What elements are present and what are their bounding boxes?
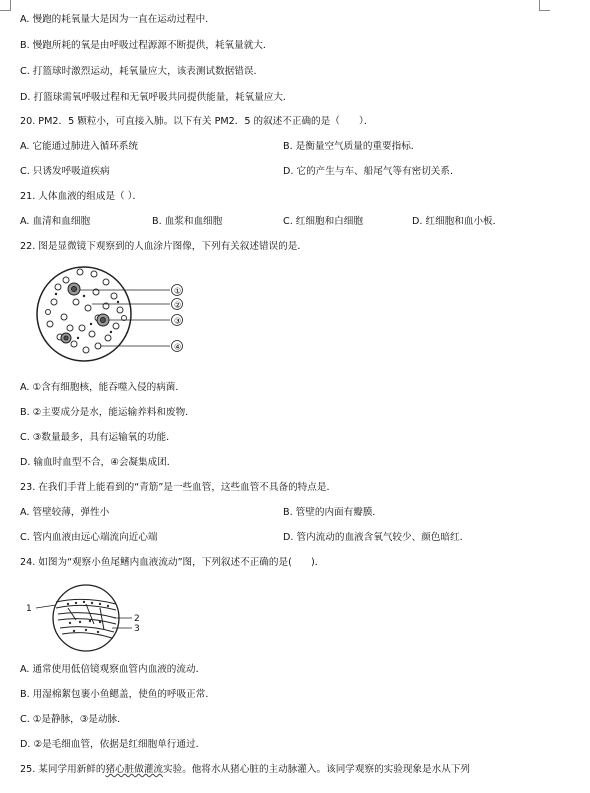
q20-option-a: A. 它能通过肺进入循环系统 xyxy=(20,141,139,152)
q19-option-a: A. 慢跑的耗氧量大是因为一直在运动过程中． xyxy=(20,14,215,25)
q19-option-c: C. 打篮球时激烈运动，耗氧量应大，该表测试数据错误． xyxy=(20,66,264,77)
blood-label-3: ③ xyxy=(174,316,182,326)
fish-label-2: 2 xyxy=(134,614,140,624)
q19-option-b: B. 慢跑所耗的氧是由呼吸过程源源不断提供，耗氧量就大． xyxy=(20,40,273,51)
crop-mark-top-left xyxy=(0,0,11,11)
q21-option-b: B. 血浆和血细胞 xyxy=(152,216,223,227)
q21-option-c: C. 红细胞和白细胞 xyxy=(283,216,363,227)
q20-option-b: B. 是衡量空气质量的重要指标． xyxy=(283,141,421,152)
fish-tail-blood-flow-figure xyxy=(24,584,154,654)
smear-field-circle xyxy=(37,267,131,361)
q23-option-a: A. 管壁较薄，弹性小 xyxy=(20,507,110,518)
q22-option-a: A. ①含有细胞核，能吞噬入侵的病菌． xyxy=(20,382,185,393)
fish-label-1: 1 xyxy=(26,604,32,614)
q24-stem: 24. 如图为“观察小鱼尾鳍内血液流动”图，下列叙述不正确的是( )． xyxy=(20,557,325,568)
q23-stem: 23. 在我们手背上能看到的“青筋”是一些血管，这些血管不具备的特点是． xyxy=(20,482,337,493)
blood-smear-figure xyxy=(36,262,186,372)
q25-stem-end: 实验。他将水从猪心脏的主动脉灌入。该同学观察的实验现象是水从下列 xyxy=(163,764,471,775)
q22-stem: 22. 图是显微镜下观察到的人血涂片图像，下列有关叙述错误的是． xyxy=(20,241,307,252)
q24-option-d: D. ②是毛细血管，依据是红细胞单行通过． xyxy=(20,739,206,750)
q22-option-b: B. ②主要成分是水，能运输养料和废物． xyxy=(20,407,195,418)
q24-option-b: B. 用湿棉絮包裹小鱼鳃盖，使鱼的呼吸正常． xyxy=(20,689,215,700)
q20-option-d: D. 它的产生与车、船尾气等有密切关系． xyxy=(283,166,460,177)
q25-stem xyxy=(20,764,470,776)
q21-option-a: A. 血清和血细胞 xyxy=(20,216,91,227)
q23-option-b: B. 管壁的内面有瓣膜． xyxy=(283,507,383,518)
q22-option-c: C. ③数量最多，具有运输氧的功能． xyxy=(20,432,176,443)
q19-option-d: D. 打篮球需氧呼吸过程和无氧呼吸共同提供能量，耗氧量应大． xyxy=(20,92,293,103)
q25-stem-start: 25. 某同学用新鲜的 xyxy=(20,764,106,775)
microscope-field-circle xyxy=(53,585,119,651)
q23-option-d: D. 管内流动的血液含氧气较少、颜色暗红． xyxy=(283,532,470,543)
blood-label-2: ② xyxy=(174,300,182,310)
q25-stem-emphasis: 猪心脏做灌流 xyxy=(105,764,164,775)
q21-stem: 21. 人体血液的组成是（ ）． xyxy=(20,191,143,202)
q22-option-d: D. 输血时血型不合，④会凝集成团． xyxy=(20,457,177,468)
q20-option-c: C. 只诱发呼吸道疾病 xyxy=(20,166,110,177)
blood-label-1: ① xyxy=(174,286,182,296)
q20-stem: 20. PM2．5 颗粒小，可直接入肺。以下有关 PM2．5 的叙述不正确的是（ ）． xyxy=(20,116,374,127)
q23-option-c: C. 管内血液由远心端流向近心端 xyxy=(20,532,158,543)
q24-option-c: C. ①是静脉，③是动脉． xyxy=(20,714,127,725)
q21-option-d: D. 红细胞和血小板． xyxy=(412,216,503,227)
blood-label-4: ④ xyxy=(174,342,182,352)
crop-mark-top-right xyxy=(539,0,550,11)
fish-label-3: 3 xyxy=(134,624,140,634)
q24-option-a: A. 通常使用低倍镜观察血管内血液的流动． xyxy=(20,664,206,675)
